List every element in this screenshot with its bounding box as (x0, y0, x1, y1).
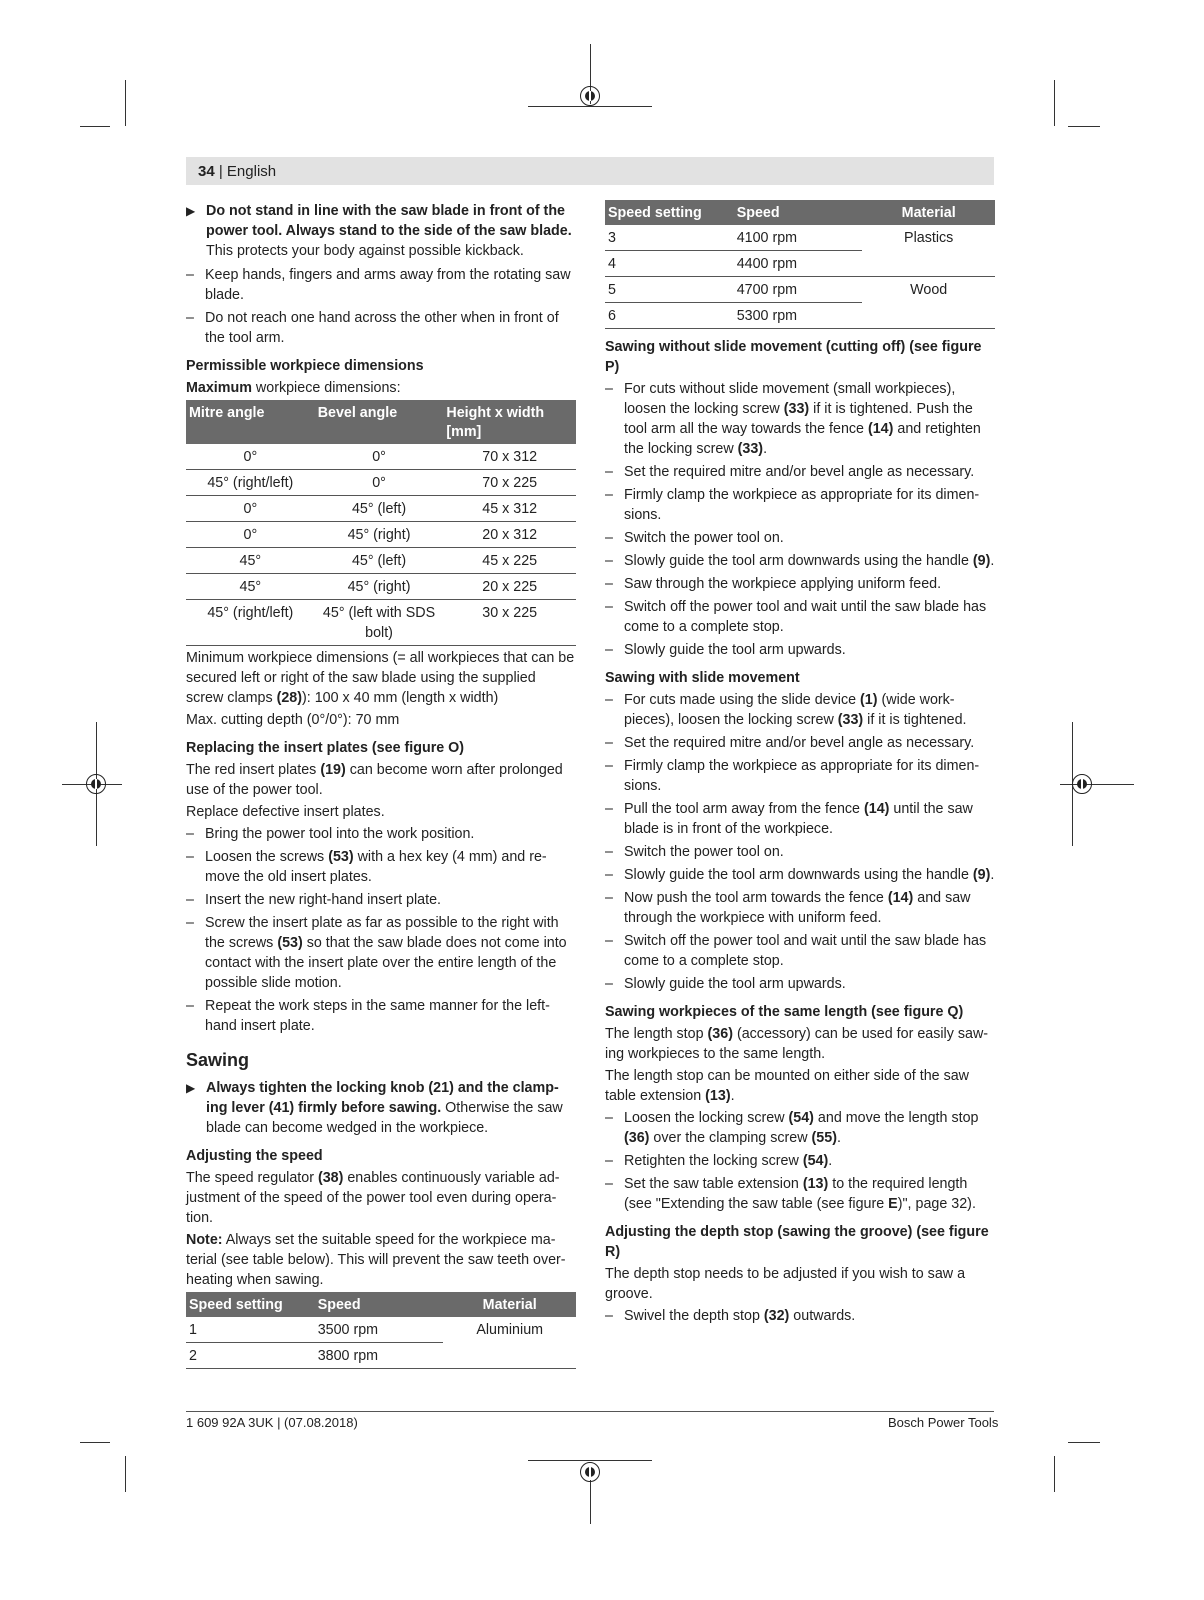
registration-mark-icon (1072, 774, 1092, 794)
page-header (198, 163, 276, 180)
column-header: Height x width [mm] (443, 400, 576, 444)
table-row: 1 3500 rpm Aluminium (186, 1317, 576, 1343)
paragraph: The length stop can be mounted on either side of the saw table extension (13). (605, 1068, 970, 1104)
list-item: – Switch the power tool on. (605, 530, 784, 546)
list-item: – Now push the tool arm towards the fence (14) and saw through the workpiece with uniform feed. (605, 890, 971, 926)
table-header-row (186, 400, 576, 444)
list-item: – Slowly guide the tool arm downwards using the handle (9). (605, 867, 995, 883)
section-heading: Replacing the insert plates (see figure O) (186, 740, 465, 756)
section-heading: Sawing workpieces of the same length (see figure Q) (605, 1004, 964, 1020)
registration-mark-icon (86, 774, 106, 794)
registration-line (528, 106, 652, 107)
list-item: – For cuts made using the slide device (1) (wide work-pieces), loosen the locking screw (33) if it is tightened. (605, 692, 967, 728)
list-item: – Set the required mitre and/or bevel angle as necessary. (605, 735, 975, 751)
table-row: 4 4400 rpm (605, 251, 995, 277)
warning-triangle-icon: ▶ (186, 204, 196, 218)
list-item: – Loosen the locking screw (54) and move the length stop (36) over the clamping screw (55). (605, 1110, 979, 1146)
registration-line (590, 1480, 591, 1524)
footer-divider (186, 1411, 994, 1412)
crop-mark (1054, 1456, 1055, 1492)
table-row: 45° (right/left) 45° (left with SDS bolt) 30 x 225 (186, 600, 576, 646)
list-item: – Do not reach one hand across the other when in front of the tool arm. (186, 310, 559, 346)
header-separator: | (214, 163, 227, 180)
footer-brand: Bosch Power Tools (888, 1415, 999, 1430)
list-item: – Repeat the work steps in the same manner for the left-hand insert plate. (186, 998, 550, 1034)
right-column (605, 200, 995, 1329)
column-header: Speed setting (186, 1292, 315, 1317)
list-item: – Firmly clamp the workpiece as appropriate for its dimen-sions. (605, 487, 980, 523)
table-row: 45° (right/left) 0° 70 x 225 (186, 470, 576, 496)
page-header-bar (186, 157, 994, 185)
paragraph: The red insert plates (19) can become worn after prolonged use of the power tool. (186, 762, 563, 798)
warning-triangle-icon: ▶ (186, 1081, 196, 1095)
list-item: – Set the required mitre and/or bevel angle as necessary. (605, 464, 975, 480)
list-item: – Slowly guide the tool arm upwards. (605, 976, 846, 992)
paragraph: Minimum workpiece dimensions (= all workpieces that can be secured left or right of the saw blade using the supplied screw clamps (28)): 100 x 40 mm (length x width) (186, 650, 575, 706)
list-item: – Slowly guide the tool arm upwards. (605, 642, 846, 658)
section-heading: Adjusting the depth stop (sawing the groove) (see figure R) (605, 1224, 989, 1260)
list-item: – Screw the insert plate as far as possible to the right with the screws (53) so that the saw blade does not come into contact with the insert plate over the entire length of the possible slide motion. (186, 915, 567, 991)
column-header: Speed (734, 200, 863, 225)
crop-mark (125, 80, 126, 126)
paragraph: Replace defective insert plates. (186, 804, 385, 820)
section-heading: Sawing with slide movement (605, 670, 800, 686)
column-header: Material (443, 1292, 576, 1317)
speed-table (186, 1292, 576, 1369)
safety-warning: ▶ Do not stand in line with the saw blade in front of the power tool. Always stand to the side of the saw blade. This protects your body against possible kickback. (186, 203, 572, 259)
crop-mark (125, 1456, 126, 1492)
column-header: Speed (315, 1292, 444, 1317)
list-item: – Slowly guide the tool arm downwards using the handle (9). (605, 553, 995, 569)
column-header: Speed setting (605, 200, 734, 225)
list-item: – Saw through the workpiece applying uniform feed. (605, 576, 942, 592)
list-item: – Switch off the power tool and wait until the saw blade has come to a complete stop. (605, 599, 987, 635)
table-row: 5 4700 rpm Wood (605, 277, 995, 303)
section-title: Sawing (186, 1050, 250, 1070)
left-column (186, 201, 576, 1369)
paragraph: Maximum workpiece dimensions: (186, 380, 401, 396)
material-cell: Wood (862, 277, 995, 329)
table-row: 3 4100 rpm Plastics (605, 225, 995, 251)
list-item: – Loosen the screws (53) with a hex key (4 mm) and re-move the old insert plates. (186, 849, 547, 885)
speed-table (605, 200, 995, 329)
paragraph: The length stop (36) (accessory) can be used for easily saw-ing workpieces to the same length. (605, 1026, 989, 1062)
table-row: 0° 0° 70 x 312 (186, 444, 576, 470)
paragraph: The speed regulator (38) enables continuously variable ad-justment of the speed of the power tool even during opera-tion. (186, 1170, 560, 1226)
crop-mark (1068, 126, 1100, 127)
table-row: 45° 45° (left) 45 x 225 (186, 548, 576, 574)
column-header: Bevel angle (315, 400, 444, 444)
list-item: – Switch the power tool on. (605, 844, 784, 860)
table-header-row (186, 1292, 576, 1317)
registration-mark-icon (580, 1462, 600, 1482)
table-row: 2 3800 rpm (186, 1343, 576, 1369)
table-header-row (605, 200, 995, 225)
table-row: 0° 45° (left) 45 x 312 (186, 496, 576, 522)
crop-mark (1068, 1442, 1100, 1443)
page-number: 34 (198, 163, 215, 180)
list-item: – For cuts without slide movement (small workpieces), loosen the locking screw (33) if it is tightened. Push the tool arm all the way towards the fence (14) and retighten the locking screw (33). (605, 381, 981, 457)
column-header: Mitre angle (186, 400, 315, 444)
list-item: – Bring the power tool into the work position. (186, 826, 475, 842)
header-language: English (226, 163, 277, 180)
list-item: – Switch off the power tool and wait until the saw blade has come to a complete stop. (605, 933, 987, 969)
registration-mark-icon (580, 86, 600, 106)
list-item: – Swivel the depth stop (32) outwards. (605, 1308, 856, 1324)
list-item: – Retighten the locking screw (54). (605, 1153, 833, 1169)
paragraph: The depth stop needs to be adjusted if you wish to saw a groove. (605, 1266, 966, 1302)
table-row: 6 5300 rpm (605, 303, 995, 329)
material-cell: Aluminium (443, 1317, 576, 1369)
footer-document-id: 1 609 92A 3UK | (07.08.2018) (186, 1415, 358, 1430)
crop-mark (80, 126, 110, 127)
crop-mark (1054, 80, 1055, 126)
list-item: – Keep hands, fingers and arms away from the rotating saw blade. (186, 267, 571, 303)
paragraph: Note: Always set the suitable speed for the workpiece ma-terial (see table below). This will prevent the saw teeth over-heating when sawing. (186, 1232, 566, 1288)
paragraph: Max. cutting depth (0°/0°): 70 mm (186, 712, 400, 728)
section-heading: Adjusting the speed (186, 1148, 323, 1164)
list-item: – Pull the tool arm away from the fence (14) until the saw blade is in front of the workpiece. (605, 801, 973, 837)
registration-line (528, 1460, 652, 1461)
table-row: 45° 45° (right) 20 x 225 (186, 574, 576, 600)
crop-mark (80, 1442, 110, 1443)
dimensions-table (186, 400, 576, 646)
list-item: – Set the saw table extension (13) to the required length (see "Extending the saw table (see figure E)", page 32). (605, 1176, 976, 1212)
material-cell: Plastics (862, 225, 995, 277)
safety-warning: ▶ Always tighten the locking knob (21) and the clamp-ing lever (41) firmly before sawing. Otherwise the saw blade can become wedged in the workpiece. (186, 1080, 563, 1136)
list-item: – Insert the new right-hand insert plate. (186, 892, 442, 908)
section-heading: Permissible workpiece dimensions (186, 358, 424, 374)
column-header: Material (862, 200, 995, 225)
section-heading: Sawing without slide movement (cutting off) (see figure P) (605, 339, 982, 375)
list-item: – Firmly clamp the workpiece as appropriate for its dimen-sions. (605, 758, 980, 794)
table-row: 0° 45° (right) 20 x 312 (186, 522, 576, 548)
